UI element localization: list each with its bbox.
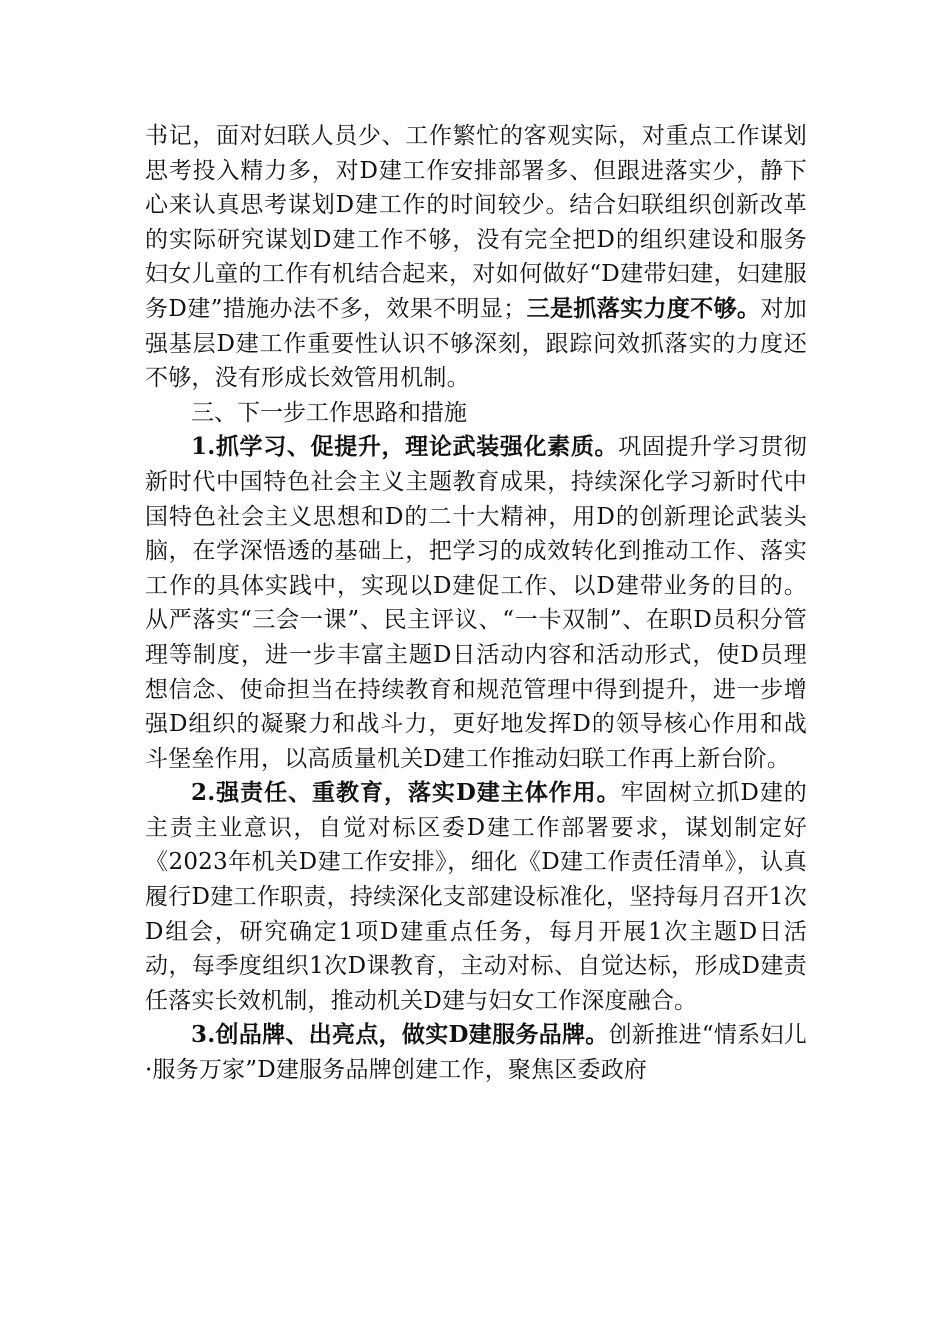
paragraph-bold-lead: 2.强责任、重教育，落实D建主体作用。 [191, 779, 621, 807]
paragraph-problems-continued [145, 119, 807, 396]
paragraph-bold-lead: 3.创品牌、出亮点，做实D建服务品牌。 [191, 1021, 609, 1049]
paragraph-text: 创新推进“情系妇儿·服务万家”D建服务品牌创建工作，聚焦区委政府 [145, 1022, 807, 1084]
paragraph-text: 牢固树立抓D建的主责主业意识，自觉对标区委D建工作部署要求，谋划制定好《2023年机关D建工作安排》，细化《D建工作责任清单》，认真履行D建工作职责，持续深化支部建设标准化，坚持每月召开1次D组会，研究确定1项D建重点任务，每月开展1次主题D日活动，每季度组织1次D课教育，主动对标、自觉达标，形成D建责任落实长效机制，推动机关D建与妇女工作深度融合。 [145, 780, 807, 1014]
paragraph-measure-3 [145, 1018, 807, 1087]
section-heading: 三、下一步工作思路和措施 [191, 399, 467, 426]
paragraph-bold-lead: 1.抓学习、促提升，理论武装强化素质。 [191, 433, 619, 461]
document-page [145, 119, 807, 1088]
paragraph-measure-1 [145, 430, 807, 776]
paragraph-text: 巩固提升学习贯彻新时代中国特色社会主义主题教育成果，持续深化学习新时代中国特色社会主义思想和D的二十大精神，用D的创新理论武装头脑，在学深悟透的基础上，把学习的成效转化到推动工作、落实工作的具体实践中，实现以D建促工作、以D建带业务的目的。从严落实“三会一课”、民主评议、“一卡双制”、在职D员积分管理等制度，进一步丰富主题D日活动内容和活动形式，使D员理想信念、使命担当在持续教育和规范管理中得到提升，进一步增强D组织的凝聚力和战斗力，更好地发挥D的领导核心作用和战斗堡垒作用，以高质量机关D建工作推动妇联工作再上新台阶。 [145, 434, 807, 772]
paragraph-measure-2 [145, 776, 807, 1018]
paragraph-bold-lead: 三是抓落实力度不够。 [526, 294, 761, 322]
paragraph-text: 对加强基层D建工作重要性认识不够深刻，跟踪问效抓落实的力度还不够，没有形成长效管用机制。 [145, 295, 807, 392]
paragraph-text: 书记，面对妇联人员少、工作繁忙的客观实际，对重点工作谋划思考投入精力多，对D建工作安排部署多、但跟进落实少，静下心来认真思考谋划D建工作的时间较少。结合妇联组织创新改革的实际研究谋划D建工作不够，没有完全把D的组织建设和服务妇女儿童的工作有机结合起来，对如何做好“D建带妇建，妇建服务D建”措施办法不多，效果不明显； [145, 123, 807, 322]
